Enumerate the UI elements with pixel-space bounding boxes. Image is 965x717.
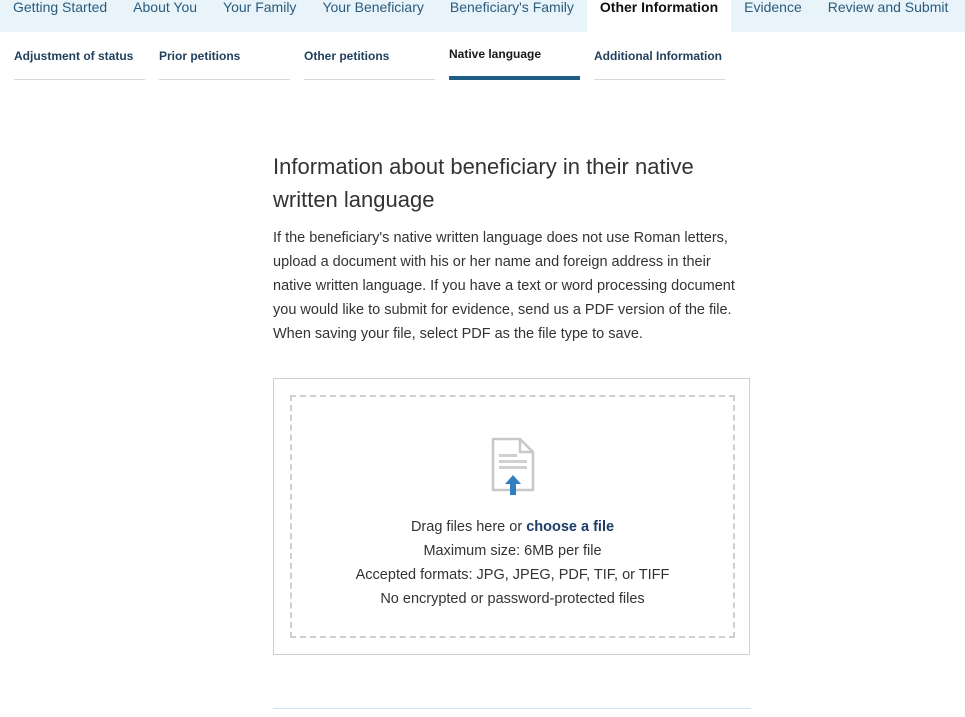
- choose-file-link[interactable]: choose a file: [526, 519, 615, 535]
- max-size-text: Maximum size: 6MB per file: [423, 543, 602, 559]
- file-upload-icon: [490, 437, 536, 497]
- tab-review-and-submit[interactable]: Review and Submit: [827, 0, 949, 15]
- page-description: If the beneficiary's native written language does not use Roman letters, upload a document with his or her name and foreign address in their native written language. If you have a text or word processing document you would like to submit for evidence, send us a PDF version of the file. When saving your file, select PDF as the file type to save.: [273, 230, 735, 342]
- sub-nav: [14, 44, 739, 80]
- subtab-other-petitions[interactable]: Other petitions: [304, 44, 435, 80]
- subtab-native-language[interactable]: Native language: [449, 44, 580, 80]
- drag-files-text: Drag files here or: [410, 519, 523, 535]
- file-dropzone[interactable]: [290, 395, 735, 638]
- tab-beneficiarys-family[interactable]: Beneficiary's Family: [449, 0, 574, 15]
- tab-about-you[interactable]: About You: [133, 0, 198, 15]
- tab-evidence[interactable]: Evidence: [744, 0, 802, 15]
- tab-your-family[interactable]: Your Family: [223, 0, 297, 15]
- accepted-formats-text: Accepted formats: JPG, JPEG, PDF, TIF, or TIFF: [355, 567, 670, 583]
- tab-other-information[interactable]: Other Information: [587, 0, 731, 32]
- tab-getting-started[interactable]: Getting Started: [13, 0, 108, 15]
- section-divider: [273, 708, 751, 709]
- restriction-text: No encrypted or password-protected files: [380, 591, 645, 607]
- tab-your-beneficiary[interactable]: Your Beneficiary: [322, 0, 424, 15]
- upload-panel: [273, 378, 750, 655]
- main-content: [273, 150, 751, 607]
- subtab-additional-information[interactable]: Additional Information: [594, 44, 725, 80]
- subtab-adjustment-of-status[interactable]: Adjustment of status: [14, 44, 145, 80]
- dropzone-instructions: [292, 515, 733, 611]
- page-title: Information about beneficiary in their native written language: [273, 154, 694, 212]
- subtab-prior-petitions[interactable]: Prior petitions: [159, 44, 290, 80]
- top-nav: [0, 0, 965, 32]
